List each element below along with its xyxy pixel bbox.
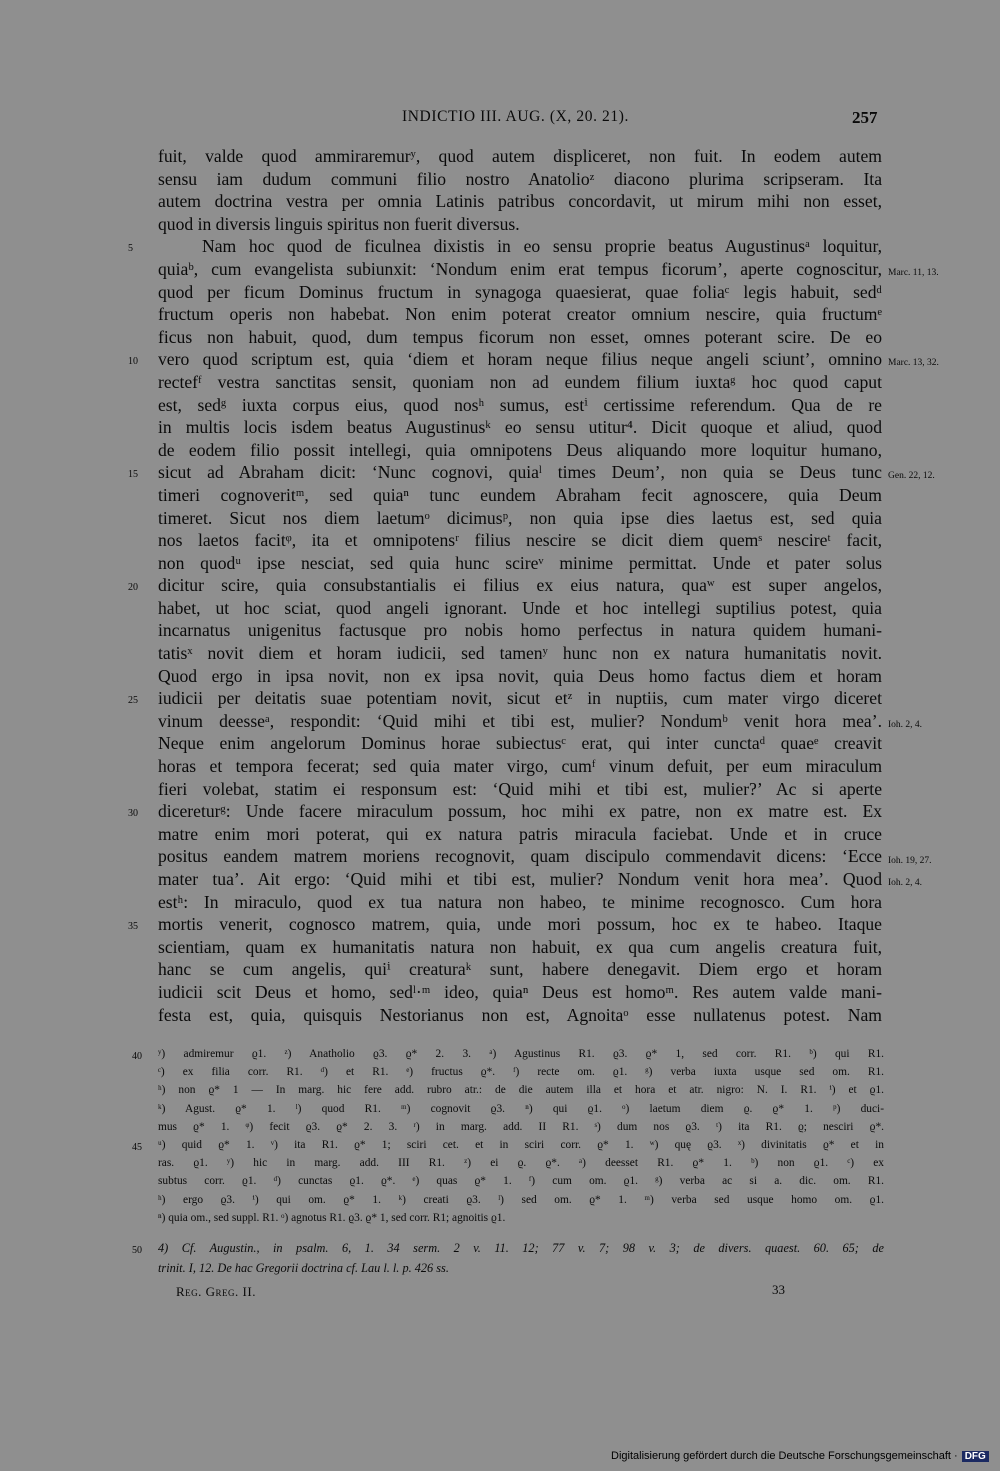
apparatus_lines-line: ʰ) ergo ϱ3. ⁱ) qui om. ϱ* 1. ᵏ) creati ϱ3. ˡ) sed om. ϱ* 1. ᵐ) verba sed usque homo om. ϱ1.: [158, 1193, 884, 1206]
margin-reference: Gen. 22, 12.: [888, 471, 935, 482]
line-number: 30: [128, 808, 138, 820]
body_lines-line: rectefᶠ vestra sanctitas sensit, quoniam non ad eundem filium iuxtaᵍ hoc quod caput: [158, 371, 882, 392]
apparatus_lines-line: subtus corr. ϱ1. ᵈ) cunctas ϱ1. ϱ*. ᵉ) quas ϱ* 1. ᶠ) cum om. ϱ1. ᵍ) verba ac si a. dic. om. R1.: [158, 1175, 884, 1188]
line-number: 40: [132, 1051, 142, 1062]
line-number: 50: [132, 1245, 142, 1256]
apparatus_lines-line: ⁿ) quia om., sed suppl. R1. ᵒ) agnotus R1. ϱ3. ϱ* 1, sed corr. R1; agnoitis ϱ1.: [158, 1211, 506, 1224]
body_lines-line: in multis locis isdem beatus Augustinusᵏ eo sensu utitur⁴. Dicit quoque et aliud, quod: [158, 417, 882, 438]
source_notes-line: 4) Cf. Augustin., in psalm. 6, 1. 34 serm. 2 v. 11. 12; 77 v. 7; 98 v. 3; de divers. quaest. 60. 65; de: [158, 1241, 884, 1255]
margin-reference: Marc. 13, 32.: [888, 358, 939, 369]
apparatus_lines-line: mus ϱ* 1. ᵠ) fecit ϱ3. ϱ* 2. 3. ʳ) in marg. add. II R1. ˢ) dum nos ϱ3. ᵗ) ita R1. ϱ; nesciri ϱ*.: [158, 1120, 884, 1133]
body_lines-line: dicitur scire, quia consubstantialis ei filius ex eius natura, quaʷ est super angelos,: [158, 575, 882, 596]
body_lines-line: fructum operis non habebat. Non enim poterat creator omnium nescire, quia fructumᵉ: [158, 304, 882, 325]
body_lines-line: positus eandem matrem moriens recognovit, quam discipulo commendavit dicens: ‘Ecce: [158, 846, 882, 867]
apparatus_lines-line: ʸ) admiremur ϱ1. ᶻ) Anatholio ϱ3. ϱ* 2. 3. ᵃ) Agustinus R1. ϱ3. ϱ* 1, sed corr. R1. ᵇ) qui R1.: [158, 1048, 884, 1060]
apparatus_lines-line: ᵏ) Agust. ϱ* 1. ˡ) quod R1. ᵐ) cognovit ϱ3. ⁿ) qui ϱ1. ᵒ) laetum diem ϱ. ϱ* 1. ᵖ) duci-: [158, 1102, 884, 1115]
body_lines-line: festa est, quia, quisquis Nestorianus non est, Agnoitaᵒ esse nullatenus potest. Nam: [158, 1004, 882, 1025]
sheet-number: 33: [772, 1282, 785, 1297]
source_notes-line: trinit. I, 12. De hac Gregorii doctrina cf. Lau l. l. p. 426 ss.: [158, 1261, 449, 1275]
body_lines-line: estʰ: In miraculo, quod ex tua natura non habeo, te minime recognosco. Cum hora: [158, 891, 882, 912]
body_lines-line: quiaᵇ, cum evangelista subiunxit: ‘Nondum enim erat tempus ficorum’, aperte cognoscitur,: [158, 258, 882, 279]
line-number: 45: [132, 1142, 142, 1153]
body_lines-line: fuit, valde quod ammiraremurʸ, quod autem displiceret, non fuit. In eodem autem: [158, 146, 882, 166]
body_lines-line: quod in diversis linguis spiritus non fuerit diversus.: [158, 213, 520, 234]
body_lines-line: incarnatus unigenitus factusque pro nobis homo perfectus in natura quidem humani-: [158, 620, 882, 641]
line-number: 5: [128, 243, 133, 255]
body_lines-line: non quodᵘ ipse nesciat, sed quia hunc scireᵛ minime permittat. Unde et pater solus: [158, 552, 882, 573]
line-number: 20: [128, 582, 138, 594]
body_lines-line: mortis venerit, cognosco matrem, quia, unde mori possum, hoc ex te habeo. Itaque: [158, 914, 882, 935]
body_lines-line: matre enim mori poterat, qui ex natura patris miracula faciebat. Unde et in cruce: [158, 823, 882, 844]
body_lines-line: ficus non habuit, quod, dum tempus ficorum non esset, omnes poterant scire. De eo: [158, 326, 882, 347]
body_lines-line: iudicii scit Deus et homo, sedˡ·ᵐ ideo, quiaⁿ Deus est homoᵐ. Res autem valde mani-: [158, 981, 882, 1002]
body_lines-line: vero quod scriptum est, quia ‘diem et horam neque filius neque angeli sciunt’, omnino: [158, 349, 882, 370]
body_lines-line: iudicii per deitatis suae potentiam novit, sicut etᶻ in nuptiis, cum mater virgo diceret: [158, 688, 882, 709]
body_lines-line: est, sedᵍ iuxta corpus eius, quod nosʰ sumus, estⁱ certissime referendum. Qua de re: [158, 394, 882, 415]
body_lines-line: horas et tempora fecerat; sed quia mater virgo, cumᶠ vinum defuit, per eum miraculum: [158, 756, 882, 777]
body_lines-line: sensu iam dudum communi filio nostro Anatolioᶻ diacono plurima scripseram. Ita: [158, 168, 882, 189]
apparatus_lines-line: ᶜ) ex filia corr. R1. ᵈ) et R1. ᵉ) fructus ϱ*. ᶠ) recte om. ϱ1. ᵍ) verba iuxta usque sed om. R1.: [158, 1066, 884, 1079]
body_lines-line: vinum deesseᵃ, respondit: ‘Quid mihi et tibi est, mulier? Nondumᵇ venit hora mea’.: [158, 710, 882, 731]
body_lines-line: Quod ergo in ipsa novit, non ex ipsa novit, quia Deus homo factus diem et horam: [158, 665, 882, 686]
apparatus_lines-line: ras. ϱ1. ʸ) hic in marg. add. III R1. ᶻ) ei ϱ. ϱ*. ᵃ) deesset R1. ϱ* 1. ᵇ) non ϱ1. ᶜ) ex: [158, 1157, 884, 1170]
apparatus_lines-line: ᵘ) quid ϱ* 1. ᵛ) ita R1. ϱ* 1; sciri cet. et in sciri corr. ϱ* 1. ʷ) quę ϱ3. ˣ) divinitatis ϱ* et in: [158, 1138, 884, 1151]
body_lines-line: fieri volebat, statim ei responsum est: ‘Quid mihi et tibi est, mulier?’ Ac si aperte: [158, 778, 882, 799]
line-number: 15: [128, 469, 138, 481]
critical-apparatus: [132, 1045, 884, 1227]
body_lines-line: quod per ficum Dominus fructum in synagoga quaesierat, quae foliaᶜ legis habuit, sedᵈ: [158, 281, 882, 302]
margin-reference: Marc. 11, 13.: [888, 268, 939, 278]
body_lines-line: de eodem filio possit intellegi, quia omnipotens Deus aliquando more loquitur humano,: [158, 439, 882, 460]
digitization-credit: [611, 1450, 989, 1462]
dfg-logo: DFG: [962, 1451, 989, 1462]
main-text: [128, 145, 939, 1026]
line-number: 10: [128, 356, 138, 368]
margin-reference: Ioh. 2, 4.: [888, 720, 923, 730]
body_lines-line: timeret. Sicut nos diem laetumᵒ dicimusᵖ, non quia ipse dies laetus est, sed quia: [158, 507, 882, 528]
credit-text: Digitalisierung gefördert durch die Deutsche Forschungsgemeinschaft ·: [611, 1450, 958, 1462]
body_lines-line: tatisˣ novit diem et horam iudicii, sed tamenʸ hunc non ex natura humanitatis novit.: [158, 643, 882, 664]
body_lines-line: mater tua’. Ait ergo: ‘Quid mihi et tibi est, mulier? Nondum venit hora mea’. Quod: [158, 869, 882, 889]
body_lines-line: Neque enim angelorum Dominus horae subiectusᶜ erat, qui inter cunctaᵈ quaeᵉ creavit: [158, 733, 882, 754]
margin-reference: Ioh. 19, 27.: [888, 855, 932, 866]
margin-reference: Ioh. 2, 4.: [888, 878, 923, 889]
body_lines-line: sicut ad Abraham dicit: ‘Nunc cognovi, quiaˡ times Deum’, non quia se Deus tunc: [158, 462, 882, 483]
page-number: 257: [852, 108, 878, 127]
body_lines-line: scientiam, quam ex humanitatis natura non habuit, ex qua cum angelis creatura fuit,: [158, 936, 882, 957]
apparatus_lines-line: ʰ) non ϱ* 1 — In marg. hic fere add. rubro atr.: de die autem illa et hora et atr. nigro: N. I. R1. ⁱ) et ϱ1.: [158, 1084, 884, 1097]
line-number: 35: [128, 921, 138, 933]
body_lines-line: Nam hoc quod de ficulnea dixistis in eo sensu proprie beatus Augustinusᵃ loquitur,: [202, 236, 882, 257]
header-title: INDICTIO III. AUG. (X, 20. 21).: [402, 108, 629, 125]
body_lines-line: timeri cognoveritᵐ, sed quiaⁿ tunc eundem Abraham fecit agnoscere, quia Deum: [158, 484, 882, 505]
body_lines-line: habet, ut hoc sciat, quod angeli ignorant. Unde et hoc intellegi suptilius potest, quia: [158, 597, 882, 618]
body_lines-line: autem doctrina vestra per omnia Latinis patribus concordavit, ut mirum mihi non esset,: [158, 191, 882, 212]
body_lines-line: nos laetos facitᵠ, ita et omnipotensʳ filius nescire se dicit diem quemˢ nescireᵗ facit,: [158, 530, 882, 551]
body_lines-line: hanc se cum angelis, quiⁱ creaturaᵏ sunt, habere denegavit. Diem ergo et horam: [158, 959, 882, 980]
source-notes: [132, 1238, 884, 1278]
running-header: [0, 108, 1000, 132]
body_lines-line: dicereturᵍ: Unde facere miraculum possum, hoc mihi ex patre, non ex matre est. Ex: [158, 801, 882, 822]
line-number: 25: [128, 695, 138, 707]
signature-mark: Reg. Greg. II.: [176, 1284, 256, 1299]
